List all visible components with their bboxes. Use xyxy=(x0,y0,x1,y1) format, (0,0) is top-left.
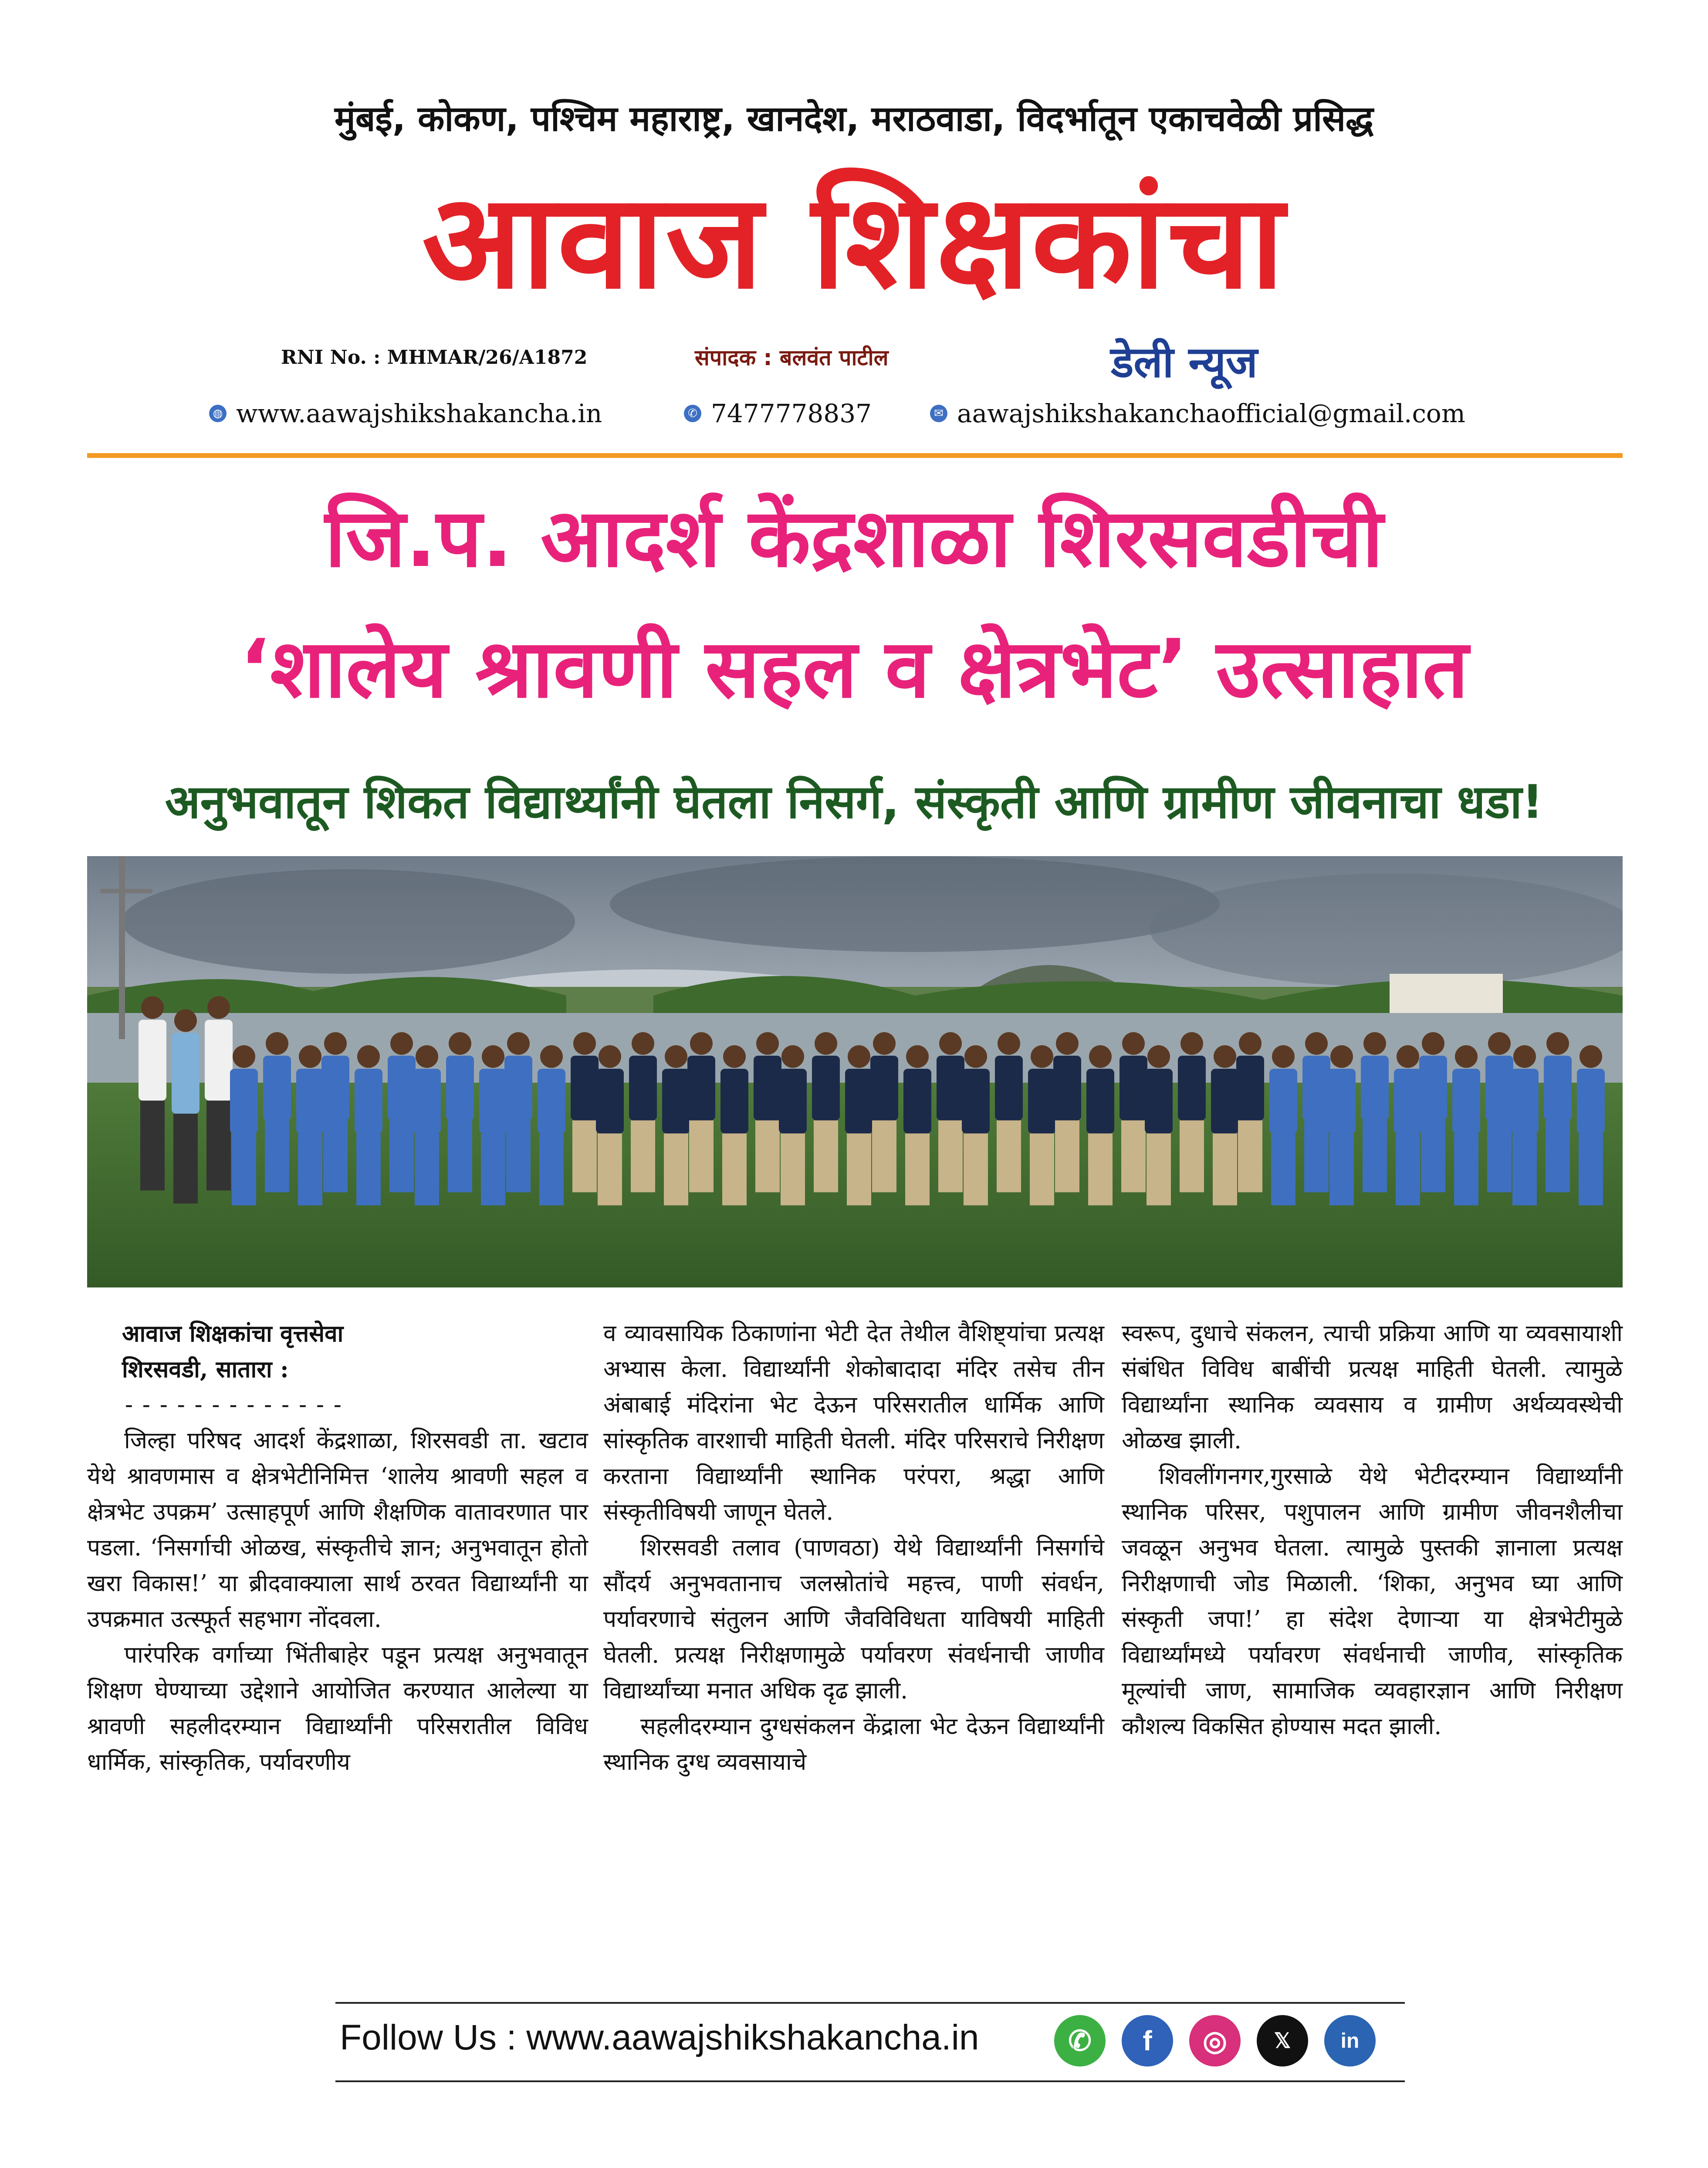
group-photo xyxy=(87,856,1623,1287)
paragraph: पारंपरिक वर्गाच्या भिंतीबाहेर पडून प्रत्यक्ष अनुभवातून शिक्षण घेण्याच्या उद्देशाने आयोजित करण्यात आलेल्या या श्रावणी सहलीदरम्यान विद्यार्थ्यांनी परिसरातील विविध धार्मिक, सांस्कृतिक, पर्यावरणीय xyxy=(87,1642,588,1775)
whatsapp-icon[interactable]: ✆ xyxy=(1054,2015,1106,2066)
footer-rule-bottom xyxy=(335,2080,1405,2082)
paragraph: शिवलींगनगर,गुरसाळे येथे भेटीदरम्यान विद्यार्थ्यांनी स्थानिक परिसर, पशुपालन आणि ग्रामीण जीवनशैलीचा जवळून अनुभव घेतला. त्यामुळे पुस्तकी ज्ञानाला प्रत्यक्ष निरीक्षणाची जोड मिळाली. ‘शिका, अनुभव घ्या आणि संस्कृती जपा!’ हा संदेश देणाऱ्या या क्षेत्रभेटीमुळे विद्यार्थ्यांमध्ये पर्यावरण संवर्धनाची जाणीव, सांस्कृतिक मूल्यांची जाण, सामाजिक व्यवहारज्ञान आणि निरीक्षण कौशल्य विकसित होण्यास मदत झाली. xyxy=(1122,1463,1623,1740)
website-link[interactable]: www.aawajshikshakancha.in xyxy=(236,399,602,428)
phone-contact xyxy=(684,399,872,428)
linkedin-icon[interactable]: in xyxy=(1324,2015,1376,2066)
footer-rule-top xyxy=(335,2002,1405,2004)
instagram-icon[interactable]: ◎ xyxy=(1189,2015,1241,2066)
rni-number: RNI No. : MHMAR/26/A1872 xyxy=(281,346,588,369)
globe-icon: ◍ xyxy=(209,405,227,422)
header-divider xyxy=(87,453,1623,458)
editor-name: संपादक : बलवंत पाटील xyxy=(695,345,889,370)
headline-line-2: ‘शालेय श्रावणी सहल व क्षेत्रभेट’ उत्साहात xyxy=(240,622,1468,716)
facebook-icon[interactable]: f xyxy=(1122,2015,1173,2066)
phone-number[interactable]: 7477778837 xyxy=(711,399,872,428)
daily-news-label: डेली न्यूज xyxy=(1111,338,1258,387)
paragraph: सहलीदरम्यान दुग्धसंकलन केंद्राला भेट देऊन विद्यार्थ्यांनी स्थानिक दुग्ध व्यवसायाचे xyxy=(603,1713,1104,1775)
email-address[interactable]: aawajshikshakanchaofficial@gmail.com xyxy=(957,399,1465,428)
tagline: मुंबई, कोकण, पश्चिम महाराष्ट्र, खानदेश, मराठवाडा, विदर्भातून एकाचवेळी प्रसिद्ध xyxy=(334,98,1373,139)
paragraph: स्वरूप, दुधाचे संकलन, त्याची प्रक्रिया आणि या व्यवसायाशी संबंधित विविध बाबींची प्रत्यक्ष माहिती घेतली. त्यामुळे विद्यार्थ्यांना स्थानिक व्यवसाय व ग्रामीण अर्थव्यवस्थेची ओळख झाली. xyxy=(1122,1320,1623,1454)
follow-us-link[interactable]: Follow Us : www.aawajshikshakancha.in xyxy=(340,2018,979,2057)
phone-icon: ✆ xyxy=(684,405,701,422)
article-column-1 xyxy=(87,1316,588,1780)
byline-agency: आवाज शिक्षकांचा वृत्तसेवा xyxy=(122,1320,344,1347)
byline-separator: ------------- xyxy=(122,1392,348,1418)
masthead-title: आवाज शिक्षकांचा xyxy=(422,166,1286,318)
x-icon[interactable]: 𝕏 xyxy=(1257,2015,1308,2066)
email-icon: ✉ xyxy=(930,405,947,422)
article-column-3 xyxy=(1122,1316,1623,1745)
paragraph: व व्यावसायिक ठिकाणांना भेटी देत तेथील वैशिष्ट्यांचा प्रत्यक्ष अभ्यास केला. विद्यार्थ्यांनी शेकोबादादा मंदिर तसेच तीन अंबाबाई मंदिरांना भेट देऊन परिसरातील धार्मिक आणि सांस्कृतिक वारशाची माहिती घेतली. मंदिर परिसराचे निरीक्षण करताना विद्यार्थ्यांनी स्थानिक परंपरा, श्रद्धा आणि संस्कृतीविषयी जाणून घेतले. xyxy=(603,1320,1104,1525)
subheadline: अनुभवातून शिकत विद्यार्थ्यांनी घेतला निसर्ग, संस्कृती आणि ग्रामीण जीवनाचा धडा! xyxy=(165,775,1543,829)
paragraph: शिरसवडी तलाव (पाणवठा) येथे विद्यार्थ्यांनी निसर्गाचे सौंदर्य अनुभवतानाच जलस्रोतांचे महत्त्व, पाणी संवर्धन, पर्यावरणाचे संतुलन आणि जैवविविधता याविषयी माहिती घेतली. प्रत्यक्ष निरीक्षणामुळे पर्यावरण संवर्धनाची जाणीव विद्यार्थ्यांच्या मनात अधिक दृढ झाली. xyxy=(603,1535,1104,1704)
article-column-2 xyxy=(603,1316,1104,1780)
website-contact xyxy=(209,399,602,428)
paragraph: जिल्हा परिषद आदर्श केंद्रशाळा, शिरसवडी ता. खटाव येथे श्रावणमास व क्षेत्रभेटीनिमित्त ‘शालेय श्रावणी सहल व क्षेत्रभेट उपक्रम’ उत्साहपूर्ण आणि शैक्षणिक वातावरणात पार पडला. ‘निसर्गाची ओळख, संस्कृतीचे ज्ञान; अनुभवातून होतो खरा विकास!’ या ब्रीदवाक्याला सार्थ ठरवत विद्यार्थ्यांनी या उपक्रमात उत्स्फूर्त सहभाग नोंदवला. xyxy=(87,1427,588,1633)
headline-line-1: जि.प. आदर्श केंद्रशाळा शिरसवडीची xyxy=(325,491,1383,585)
byline-location: शिरसवडी, सातारा : xyxy=(122,1356,289,1383)
email-contact xyxy=(930,399,1465,428)
